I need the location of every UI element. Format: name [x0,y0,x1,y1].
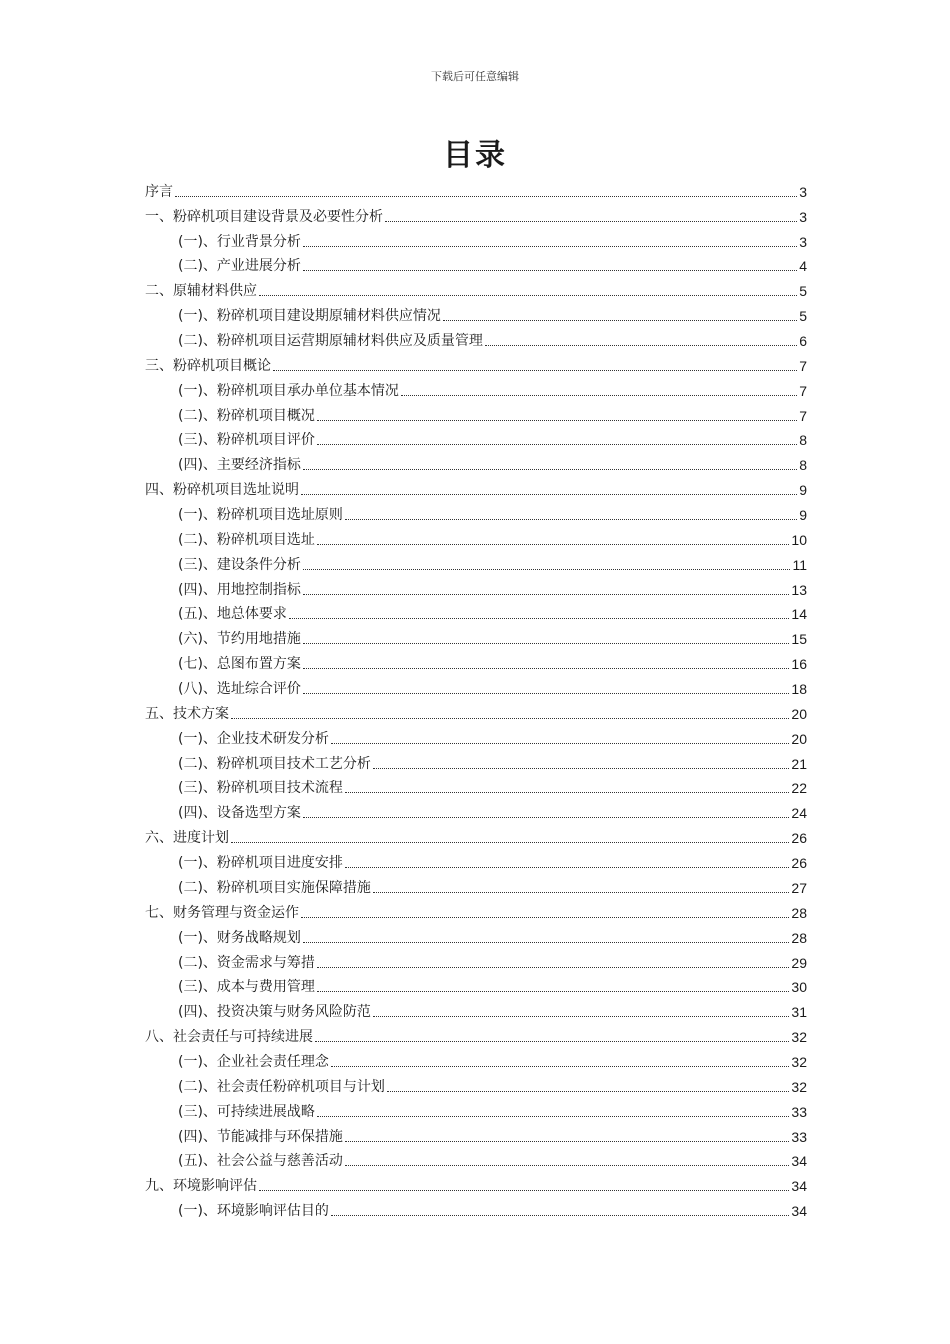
toc-entry[interactable] [145,698,807,723]
toc-entry[interactable] [145,1195,807,1220]
toc-entry[interactable] [145,872,807,897]
toc-entry[interactable] [145,201,807,226]
toc-entry-page-number: 3 [799,208,807,225]
toc-entry[interactable] [145,922,807,947]
toc-entry-page-number: 20 [791,705,807,722]
toc-entry[interactable] [145,251,807,276]
toc-entry[interactable] [145,300,807,325]
toc-entry[interactable] [145,648,807,673]
toc-entry-page-number: 8 [799,432,807,449]
toc-entry-page-number: 21 [791,755,807,772]
toc-dot-leader [443,320,797,321]
toc-dot-leader [317,1116,789,1117]
toc-dot-leader [317,991,789,992]
table-of-contents [145,176,807,1220]
toc-entry-label: (二)、粉碎机项目技术工艺分析 [178,755,371,772]
toc-entry-label: (一)、粉碎机项目选址原则 [178,507,343,524]
toc-entry-label: (七)、总图布置方案 [178,656,301,673]
toc-dot-leader [303,643,789,644]
toc-entry[interactable] [145,797,807,822]
toc-entry[interactable] [145,275,807,300]
toc-entry-label: (二)、粉碎机项目实施保障措施 [178,879,371,896]
toc-dot-leader [317,544,789,545]
toc-entry[interactable] [145,524,807,549]
toc-entry-page-number: 11 [792,556,807,573]
toc-dot-leader [345,867,789,868]
toc-entry-page-number: 31 [791,1004,807,1021]
toc-entry[interactable] [145,623,807,648]
toc-entry-label: (八)、选址综合评价 [178,681,301,698]
toc-entry-label: 一、粉碎机项目建设背景及必要性分析 [145,208,383,225]
toc-dot-leader [373,892,789,893]
toc-entry-label: (三)、粉碎机项目技术流程 [178,780,343,797]
toc-dot-leader [373,768,789,769]
toc-entry-label: (二)、社会责任粉碎机项目与计划 [178,1078,385,1095]
toc-entry-page-number: 10 [791,531,807,548]
toc-dot-leader [259,1190,789,1191]
toc-entry[interactable] [145,773,807,798]
toc-entry-label: (一)、粉碎机项目建设期原辅材料供应情况 [178,308,441,325]
toc-dot-leader [331,743,789,744]
toc-entry[interactable] [145,972,807,997]
toc-entry-label: (一)、企业技术研发分析 [178,730,329,747]
toc-entry-page-number: 14 [791,606,807,623]
toc-entry-label: (一)、粉碎机项目承办单位基本情况 [178,382,399,399]
toc-entry-label: 五、技术方案 [145,705,229,722]
toc-dot-leader [345,519,797,520]
toc-entry-label: 七、财务管理与资金运作 [145,904,299,921]
toc-dot-leader [373,1016,789,1017]
toc-dot-leader [175,196,797,197]
toc-entry[interactable] [145,1021,807,1046]
toc-dot-leader [345,792,789,793]
toc-entry-label: (三)、可持续进展战略 [178,1103,315,1120]
toc-entry-label: (三)、成本与费用管理 [178,979,315,996]
toc-dot-leader [273,370,797,371]
toc-dot-leader [303,668,789,669]
toc-entry-page-number: 5 [799,308,807,325]
toc-entry[interactable] [145,350,807,375]
toc-entry-label: 九、环境影响评估 [145,1178,257,1195]
toc-entry-page-number: 33 [791,1103,807,1120]
toc-dot-leader [303,942,789,943]
toc-entry-page-number: 32 [791,1029,807,1046]
toc-entry[interactable] [145,499,807,524]
toc-entry-page-number: 3 [799,183,807,200]
toc-entry[interactable] [145,574,807,599]
toc-entry-label: (三)、粉碎机项目评价 [178,432,315,449]
toc-entry-page-number: 30 [791,979,807,996]
toc-dot-leader [315,1041,789,1042]
toc-entry[interactable] [145,947,807,972]
toc-entry-page-number: 7 [799,357,807,374]
toc-dot-leader [303,270,797,271]
toc-entry-label: 三、粉碎机项目概论 [145,357,271,374]
toc-entry-page-number: 18 [791,681,807,698]
toc-dot-leader [385,221,797,222]
toc-dot-leader [317,420,797,421]
toc-dot-leader [331,1066,789,1067]
toc-dot-leader [301,494,797,495]
toc-entry[interactable] [145,1121,807,1146]
toc-dot-leader [303,817,789,818]
toc-entry[interactable] [145,375,807,400]
toc-entry-page-number: 9 [799,507,807,524]
toc-entry[interactable] [145,748,807,773]
toc-dot-leader [303,469,797,470]
toc-dot-leader [303,594,789,595]
toc-entry[interactable] [145,822,807,847]
toc-entry-page-number: 33 [791,1128,807,1145]
toc-entry[interactable] [145,1046,807,1071]
toc-entry[interactable] [145,176,807,201]
toc-entry-label: (一)、粉碎机项目进度安排 [178,855,343,872]
toc-entry[interactable] [145,425,807,450]
toc-entry-page-number: 28 [791,904,807,921]
toc-entry[interactable] [145,474,807,499]
toc-entry-page-number: 7 [799,382,807,399]
toc-entry-label: (四)、投资决策与财务风险防范 [178,1004,371,1021]
toc-entry-page-number: 34 [791,1153,807,1170]
toc-entry-page-number: 34 [791,1178,807,1195]
toc-dot-leader [317,444,797,445]
toc-entry-page-number: 34 [791,1203,807,1220]
toc-entry-label: (五)、地总体要求 [178,606,287,623]
toc-dot-leader [303,693,789,694]
toc-entry-page-number: 20 [791,730,807,747]
toc-entry-label: 序言 [145,183,173,200]
toc-entry[interactable] [145,549,807,574]
toc-entry-label: (四)、主要经济指标 [178,457,301,474]
toc-entry-page-number: 9 [799,482,807,499]
toc-dot-leader [401,395,797,396]
toc-dot-leader [331,1215,789,1216]
toc-entry-page-number: 7 [799,407,807,424]
toc-dot-leader [259,295,797,296]
toc-entry[interactable] [145,1170,807,1195]
toc-entry-page-number: 6 [799,333,807,350]
toc-entry[interactable] [145,996,807,1021]
toc-entry-page-number: 4 [799,258,807,275]
toc-dot-leader [303,569,791,570]
toc-dot-leader [301,917,789,918]
toc-entry[interactable] [145,400,807,425]
toc-entry-page-number: 3 [799,233,807,250]
toc-entry-label: 四、粉碎机项目选址说明 [145,482,299,499]
toc-entry-page-number: 13 [791,581,807,598]
toc-entry-label: (一)、环境影响评估目的 [178,1203,329,1220]
toc-dot-leader [303,246,797,247]
toc-entry-page-number: 32 [791,1078,807,1095]
toc-entry-page-number: 15 [791,631,807,648]
toc-entry[interactable] [145,325,807,350]
toc-entry-label: (五)、社会公益与慈善活动 [178,1153,343,1170]
toc-entry[interactable] [145,226,807,251]
toc-entry-label: (二)、粉碎机项目选址 [178,531,315,548]
toc-entry[interactable] [145,1146,807,1171]
toc-entry-label: (一)、企业社会责任理念 [178,1053,329,1070]
toc-dot-leader [231,718,789,719]
toc-entry[interactable] [145,449,807,474]
toc-entry[interactable] [145,847,807,872]
toc-entry[interactable] [145,1071,807,1096]
toc-entry[interactable] [145,1096,807,1121]
toc-entry-label: (三)、建设条件分析 [178,556,301,573]
toc-entry-label: (四)、用地控制指标 [178,581,301,598]
toc-entry-label: (一)、财务战略规划 [178,929,301,946]
toc-entry-label: (一)、行业背景分析 [178,233,301,250]
toc-entry-page-number: 22 [791,780,807,797]
toc-entry-page-number: 32 [791,1053,807,1070]
page-header-note: 下载后可任意编辑 [431,70,519,83]
toc-entry-page-number: 26 [791,855,807,872]
toc-entry-page-number: 27 [791,879,807,896]
toc-dot-leader [345,1141,789,1142]
toc-entry[interactable] [145,599,807,624]
toc-entry-page-number: 29 [791,954,807,971]
toc-entry-label: (六)、节约用地措施 [178,631,301,648]
toc-entry-label: (四)、设备选型方案 [178,805,301,822]
toc-dot-leader [485,345,797,346]
toc-entry-page-number: 26 [791,830,807,847]
toc-entry-label: (二)、粉碎机项目运营期原辅材料供应及质量管理 [178,333,483,350]
toc-entry-page-number: 24 [791,805,807,822]
toc-entry-label: 二、原辅材料供应 [145,283,257,300]
toc-entry-label: (二)、产业进展分析 [178,258,301,275]
toc-entry-label: (二)、粉碎机项目概况 [178,407,315,424]
toc-entry-page-number: 8 [799,457,807,474]
toc-entry-label: (四)、节能减排与环保措施 [178,1128,343,1145]
toc-entry[interactable] [145,897,807,922]
toc-entry[interactable] [145,723,807,748]
toc-dot-leader [387,1091,789,1092]
page-title: 目录 [443,138,507,173]
toc-dot-leader [345,1165,789,1166]
toc-entry-label: 八、社会责任与可持续进展 [145,1029,313,1046]
toc-entry-label: 六、进度计划 [145,830,229,847]
toc-dot-leader [317,967,789,968]
toc-entry[interactable] [145,673,807,698]
toc-entry-page-number: 28 [791,929,807,946]
toc-entry-page-number: 5 [799,283,807,300]
toc-dot-leader [231,842,789,843]
toc-entry-label: (二)、资金需求与筹措 [178,954,315,971]
toc-entry-page-number: 16 [791,656,807,673]
toc-dot-leader [289,618,789,619]
